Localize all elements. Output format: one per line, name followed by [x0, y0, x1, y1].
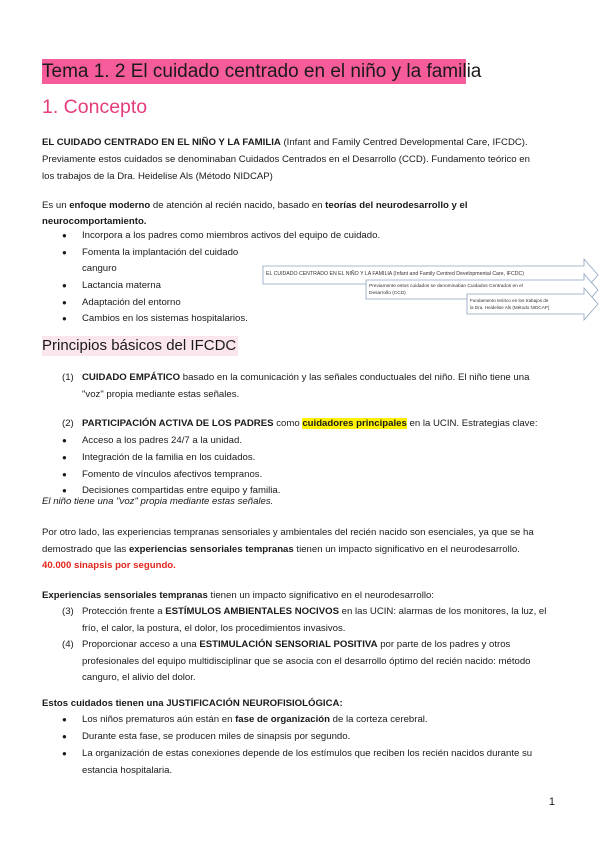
- justificacion-line: [42, 695, 343, 712]
- bullet-dot: ●: [62, 298, 67, 307]
- bullet-list-2: [0, 432, 600, 500]
- enfoque-line-1: [42, 197, 468, 214]
- list-item: Adaptación del entorno: [82, 297, 181, 308]
- principle-3-line-1: [82, 603, 546, 620]
- list-item: Integración de la familia en los cuidados.: [82, 452, 256, 463]
- list-item: Cambios en los sistemas hospitalarios.: [82, 313, 248, 324]
- principle-number: (4): [62, 639, 74, 650]
- list-item: [82, 711, 428, 728]
- principle-1-line-1: [82, 369, 529, 386]
- bullet-list-3: [0, 711, 600, 779]
- list-item: Decisiones compartidas entre equipo y familia.: [82, 485, 281, 496]
- list-item: Fomento de vínculos afectivos tempranos.: [82, 469, 263, 480]
- principle-3-c: en las UCIN: alarmas de los monitores, la luz, el: [338, 606, 547, 617]
- synapse-rate: 40.000 sinapsis por segundo.: [42, 560, 176, 571]
- enfoque-p1: Es un: [42, 200, 70, 211]
- principle-number: (3): [62, 606, 74, 617]
- otro-l2b: experiencias sensoriales tempranas: [128, 544, 294, 555]
- list-item: La organización de estas conexiones depende de los estímulos que reciben los recién nacidos durante su: [82, 748, 533, 759]
- list-item-continued: estancia hospitalaria.: [82, 765, 173, 776]
- justificacion-b: JUSTIFICACIÓN NEUROFISIOLÓGICA: [166, 698, 340, 709]
- section-heading-concepto: 1. Concepto: [42, 96, 148, 118]
- principle-1: [0, 369, 600, 405]
- principle-4-line-1: [82, 636, 510, 653]
- principle-2-rest: en la UCIN. Estrategias clave:: [406, 418, 538, 429]
- list-item: Lactancia materna: [82, 280, 161, 291]
- otro-line-1: Por otro lado, las experiencias tempranas sensoriales y ambientales del recién nacido son esenciales, ya que se ha: [42, 527, 534, 538]
- bullet-dot: ●: [62, 231, 67, 240]
- bullet-dot: ●: [62, 281, 67, 290]
- page-title: Tema 1. 2 El cuidado centrado en el niño y la familia: [42, 61, 482, 82]
- principle-4-a: Proporcionar acceso a una: [82, 639, 200, 650]
- principle-4-bold: ESTIMULACIÓN SENSORIAL POSITIVA: [199, 639, 378, 650]
- list-item: Incorpora a los padres como miembros activos del equipo de cuidado.: [82, 230, 381, 241]
- list-item: Fomenta la implantación del cuidado: [82, 247, 239, 258]
- otro-l2a: demostrado que las: [42, 544, 129, 555]
- section-heading-principios: Principios básicos del IFCDC: [42, 337, 237, 354]
- bullet-dot: ●: [62, 248, 67, 257]
- principle-1-bold: CUIDADO EMPÁTICO: [82, 372, 181, 383]
- principle-1-line-2: "voz" propia mediante estas señales.: [82, 389, 240, 400]
- diagram-row-3a: Fundamento teórico en los trabajos de: [470, 298, 549, 303]
- bullet-dot: ●: [62, 453, 67, 462]
- principle-2: [0, 415, 600, 433]
- principle-2-bold: PARTICIPACIÓN ACTIVA DE LOS PADRES: [82, 418, 274, 429]
- experiencias-rest: tienen un impacto significativo en el neurodesarrollo:: [207, 590, 434, 601]
- bullet-dot: ●: [62, 470, 67, 479]
- b3-1a: Los niños prematuros aún están en: [82, 714, 236, 725]
- b3-1c: de la corteza cerebral.: [329, 714, 428, 725]
- intro-line-3: los trabajos de la Dra. Heidelise Als (Método NIDCAP): [42, 171, 273, 182]
- otro-l2c: tienen un impacto significativo en el neurodesarrollo.: [293, 544, 520, 555]
- principle-3-bold: ESTÍMULOS AMBIENTALES NOCIVOS: [165, 606, 339, 617]
- bullet-dot: ●: [62, 314, 67, 323]
- principle-4-c: por parte de los padres y otros: [377, 639, 511, 650]
- enfoque-b2: teorías del neurodesarrollo y el: [325, 200, 468, 211]
- experiencias-bold: Experiencias sensoriales tempranas: [42, 590, 208, 601]
- concept-arrow-diagram: [262, 258, 600, 322]
- bullet-dot: ●: [62, 486, 67, 495]
- bullet-dot: ●: [62, 715, 67, 724]
- list-item: Durante esta fase, se producen miles de sinapsis por segundo.: [82, 731, 351, 742]
- intro-line-2: Previamente estos cuidados se denominaban Cuidados Centrados en el Desarrollo (CCD). Fundamento teórico en: [42, 154, 530, 165]
- otro-line-2: [42, 541, 520, 558]
- bullet-dot: ●: [62, 749, 67, 758]
- b3-1b: fase de organización: [235, 714, 330, 725]
- principle-3-a: Protección frente a: [82, 606, 166, 617]
- principle-number: (2): [62, 418, 74, 429]
- intro-bold: EL CUIDADO CENTRADO EN EL NIÑO Y LA FAMILIA: [42, 137, 281, 148]
- list-item: Acceso a los padres 24/7 a la unidad.: [82, 435, 243, 446]
- principle-1-rest: basado en la comunicación y las señales conductuales del niño. El niño tiene una: [180, 372, 530, 383]
- bullet-dot: ●: [62, 436, 67, 445]
- justificacion-a: Estos cuidados tienen una: [42, 698, 167, 709]
- enfoque-b1: enfoque moderno: [69, 200, 151, 211]
- principle-4-line-3: canguro, el alivio del dolor.: [82, 672, 196, 683]
- experiencias-line: [42, 587, 434, 604]
- intro-line1-rest: (Infant and Family Centred Developmental Care, IFCDC).: [280, 137, 528, 148]
- principle-3: [0, 603, 600, 637]
- justificacion-c: :: [339, 698, 343, 709]
- bullet-dot: ●: [62, 732, 67, 741]
- enfoque-p2: de atención al recién nacido, basado en: [150, 200, 326, 211]
- principle-3-line-2: frío, el calor, la postura, el dolor, los procedimientos invasivos.: [82, 623, 346, 634]
- diagram-row-3b: la Dra. Heidelise Als (Método NIDCAP): [470, 305, 550, 310]
- principle-2-line-1: [82, 415, 537, 432]
- intro-line-1: [42, 134, 528, 151]
- principle-4-line-2: profesionales del equipo multidisciplinar que se asocia con el desarrollo óptimo del recién nacido: método: [82, 656, 531, 667]
- diagram-row-2b: Desarrollo (CCD): [369, 291, 406, 296]
- principle-4: [0, 636, 600, 688]
- diagram-row-1: EL CUIDADO CENTRADO EN EL NIÑO Y LA FAMILIA (Infant and Family Centred Developmental Care, IFCDC): [266, 271, 525, 277]
- italic-note: El niño tiene una "voz" propia mediante estas señales.: [42, 496, 274, 507]
- principle-2-mid: como: [273, 418, 303, 429]
- list-item-continued: canguro: [82, 263, 117, 274]
- principle-number: (1): [62, 372, 74, 383]
- enfoque-b3: neurocomportamiento.: [42, 216, 147, 227]
- diagram-row-2a: Previamente estos cuidados se denominaban Cuidados Centrados en el: [369, 284, 523, 289]
- principle-2-highlight: cuidadores principales: [302, 418, 407, 429]
- page-number: 1: [548, 796, 555, 808]
